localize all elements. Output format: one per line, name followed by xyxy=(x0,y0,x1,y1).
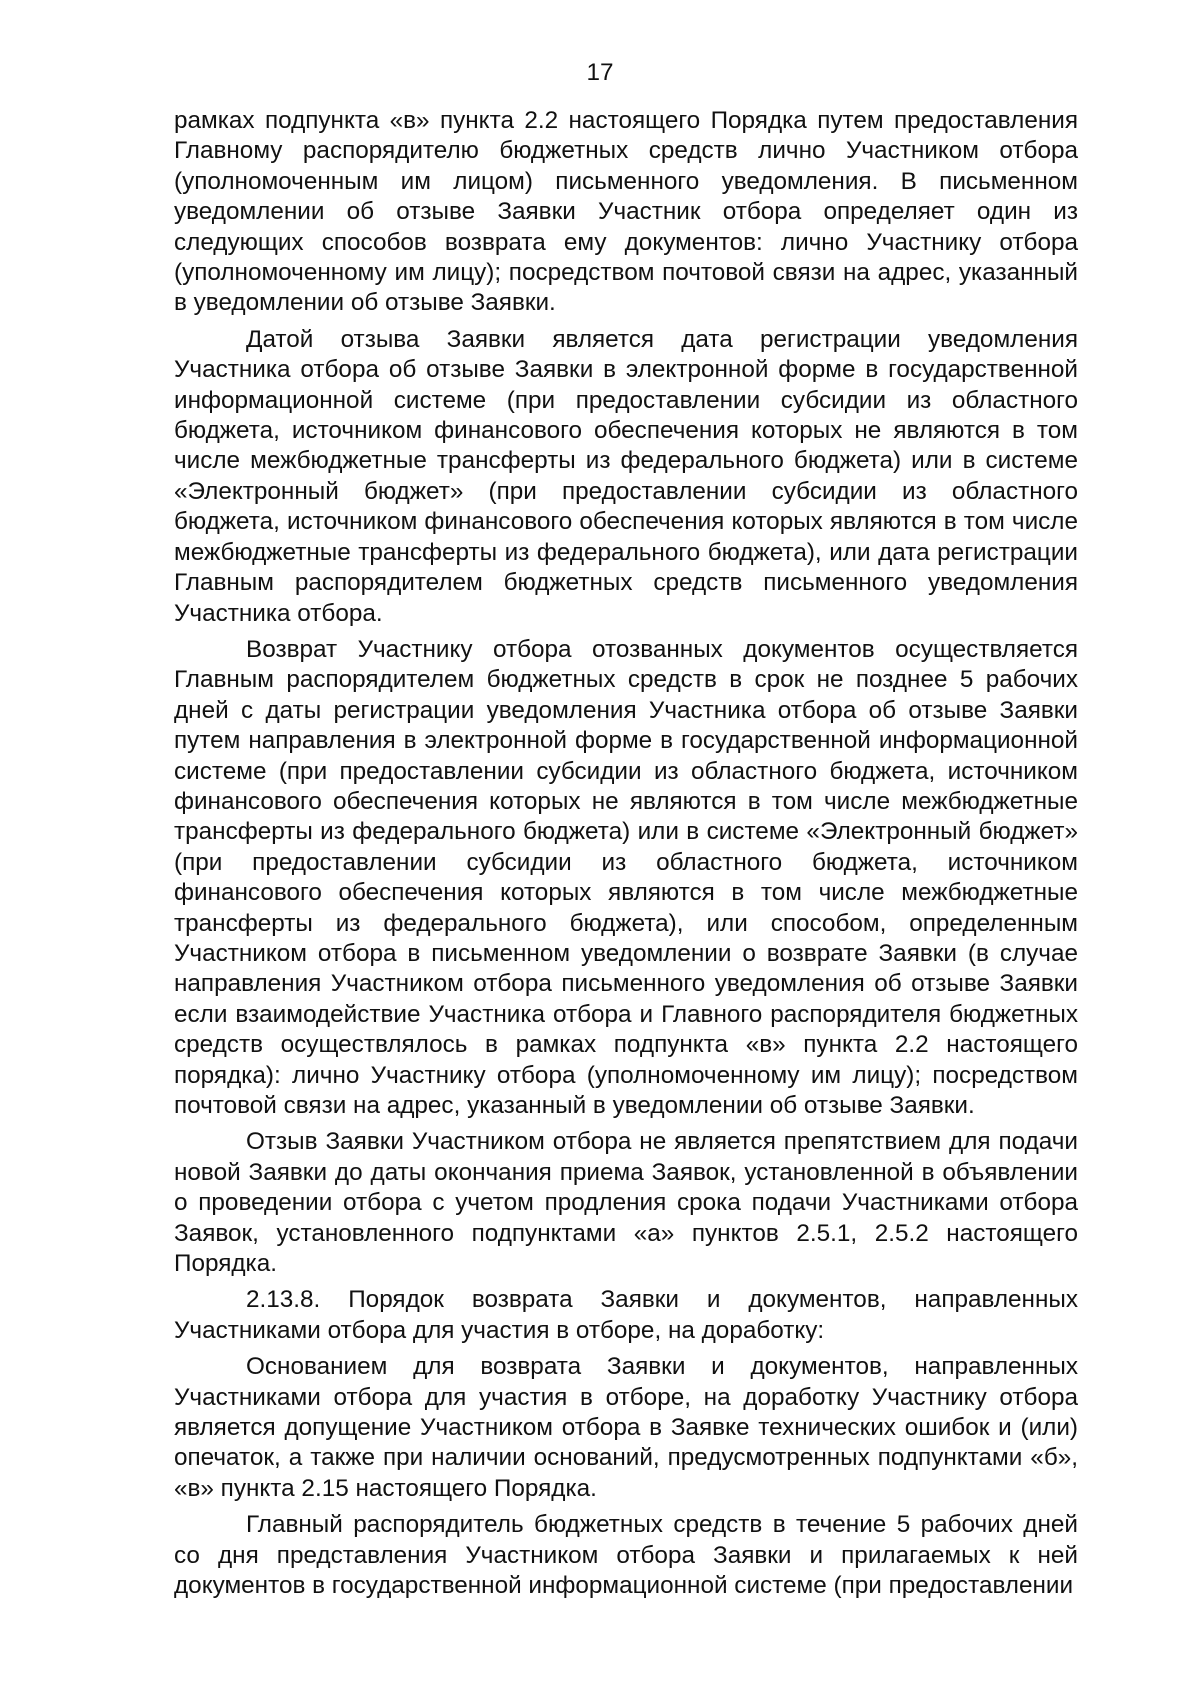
paragraph-section-2-13-8: 2.13.8. Порядок возврата Заявки и документов, направленных Участниками отбора для участия в отборе, на доработку: xyxy=(174,1286,1078,1344)
paragraph-withdrawal-date: Датой отзыва Заявки является дата регистрации уведомления Участника отбора об отзыве Заявки в электронной форме в государственной информационной системе (при предоставлении субсидии из областного бюджета, источником финансового обеспечения которых не являются в том числе межбюджетные трансферты из федерального бюджета) или в системе «Электронный бюджет» (при предоставлении субсидии из областного бюджета, источником финансового обеспечения которых являются в том числе межбюджетные трансферты из федерального бюджета), или дата регистрации Главным распорядителем бюджетных средств письменного уведомления Участника отбора. xyxy=(174,325,1078,627)
paragraph-return-documents: Возврат Участнику отбора отозванных документов осуществляется Главным распорядителем бюджетных средств в срок не позднее 5 рабочих дней с даты регистрации уведомления Участника отбора об отзыве Заявки путем направления в электронной форме в государственной информационной системе (при предоставлении субсидии из областного бюджета, источником финансового обеспечения которых не являются в том числе межбюджетные трансферты из федерального бюджета) или в системе «Электронный бюджет» (при предоставлении субсидии из областного бюджета, источником финансового обеспечения которых являются в том числе межбюджетные трансферты из федерального бюджета), или способом, определенным Участником отбора в письменном уведомлении о возврате Заявки (в случае направления Участником отбора письменного уведомления об отзыве Заявки если взаимодействие Участника отбора и Главного распорядителя бюджетных средств осуществлялось в рамках подпункта «в» пункта 2.2 настоящего порядка): лично Участнику отбора (уполномоченному им лицу); посредством почтовой связи на адрес, указанный в уведомлении об отзыве Заявки. xyxy=(174,635,1078,1119)
paragraph-main-administrator: Главный распорядитель бюджетных средств в течение 5 рабочих дней со дня представления Участником отбора Заявки и прилагаемых к ней документов в государственной информационной системе (при предоставлении xyxy=(174,1511,1078,1600)
paragraph-continuation: рамках подпункта «в» пункта 2.2 настоящего Порядка путем предоставления Главному распорядителю бюджетных средств лично Участником отбора (уполномоченным им лицом) письменного уведомления. В письменном уведомлении об отзыве Заявки Участник отбора определяет один из следующих способов возврата ему документов: лично Участнику отбора (уполномоченному им лицу); посредством почтовой связи на адрес, указанный в уведомлении об отзыве Заявки. xyxy=(174,107,1078,317)
paragraph-new-application: Отзыв Заявки Участником отбора не является препятствием для подачи новой Заявки до даты окончания приема Заявок, установленной в объявлении о проведении отбора с учетом продления срока подачи Участниками отбора Заявок, установленного подпунктами «а» пунктов 2.5.1, 2.5.2 настоящего Порядка. xyxy=(174,1128,1078,1278)
paragraph-grounds-for-return: Основанием для возврата Заявки и документов, направленных Участниками отбора для участия в отборе, на доработку Участнику отбора является допущение Участником отбора в Заявке технических ошибок и (или) опечаток, а также при наличии оснований, предусмотренных подпунктами «б», «в» пункта 2.15 настоящего Порядка. xyxy=(174,1353,1078,1502)
page-number: 17 xyxy=(586,59,614,86)
